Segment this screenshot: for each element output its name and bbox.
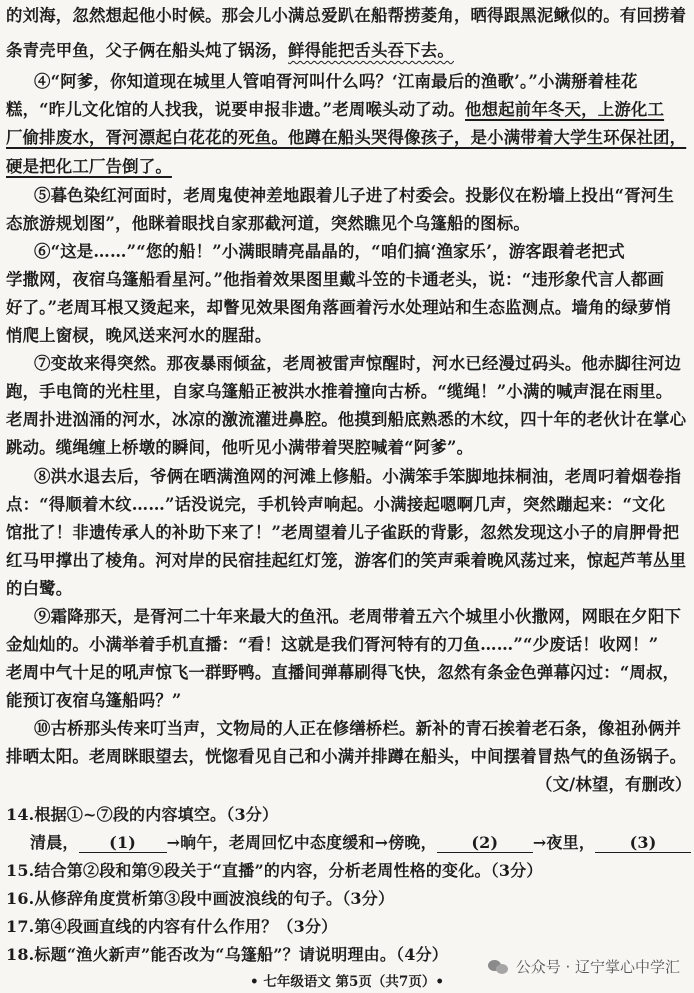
question-17: 17.第④段画直线的内容有什么作用？（3分） [6, 917, 338, 936]
text-line: 老周中气十足的吼声惊飞一群野鸭。直播间弹幕刷得飞快，忽然有条金色弹幕闪过：“周叔， [6, 663, 680, 682]
text-line: 好了。”老周耳根又烫起来，却瞥见效果图角落画着污水处理站和生态监测点。墙角的绿萝悄 [6, 298, 672, 317]
text-line: 糕，“昨儿文化馆的人找我，说要申报非遗。”老周喉头动了动。他想起前年冬天，上游化工 [6, 100, 665, 119]
text-line: ⑩古桥那头传来叮当声，文物局的人正在修缮桥栏。新补的青石挨着老石条，像祖孙俩并 [34, 719, 682, 738]
question-16: 16.从修辞角度赏析第③段中画波浪线的句子。（3分） [6, 889, 395, 908]
text-line: ⑨霜降那天，是胥河二十年来最大的鱼汛。老周带着五六个城里小伙撒网，网眼在夕阳下 [34, 607, 682, 626]
straight-underlined-text: 硬是把化工厂告倒了。 [6, 157, 172, 176]
wechat-icon [488, 959, 510, 975]
text-line: 学撒网，夜宿乌篷船看星河。”他指着效果图里戴斗笠的卡通老头，说：“违形象代言人都画 [6, 270, 665, 289]
text-line [6, 157, 694, 177]
question-15: 15.结合第②段和第⑨段关于“直播”的内容，分析老周性格的变化。（3分） [6, 861, 543, 880]
text-line: 馆批了！非遗传承人的补助下来了！”老周望着儿子雀跃的背影，忽然发现这小子的肩胛骨把 [6, 523, 680, 542]
answer-blank-1[interactable]: (1) [79, 833, 167, 853]
answer-blank-3[interactable]: (3) [595, 833, 691, 853]
text-line [6, 128, 694, 148]
text-line: ⑧洪水退去后，爷俩在晒满渔网的河滩上修船。小满笨手笨脚地抹桐油，老周叼着烟卷指 [34, 467, 682, 486]
text-line: 跳动。缆绳缠上桥墩的瞬间，他听见小满带着哭腔喊着“阿爹”。 [6, 438, 474, 457]
text-line: 红马甲撑出了棱角。河对岸的民宿挂起红灯笼，游客们的笑声乘着晚风荡过来，惊起芦苇丛里 [6, 551, 687, 570]
wavy-underlined-sentence: 鲜得能把舌头吞下去。 [288, 41, 454, 60]
text-line: 态旅游规划图”，他眯着眼找自家那截河道，突然瞧见个乌篷船的图标。 [6, 214, 530, 233]
answer-blank-2[interactable]: (2) [437, 833, 533, 853]
question-18: 18.标题“渔火新声”能否改为“乌篷船”？请说明理由。（4分） [6, 945, 448, 964]
text-line: 点：“得顺着木纹……”话没说完，手机铃声响起。小满接起嗯啊几声，突然蹦起来：“文化 [6, 495, 666, 514]
straight-underlined-text: 厂偷排废水，胥河漂起白花花的死鱼。他蹲在船头哭得像孩子，是小满带着大学生环保社团， [6, 128, 687, 147]
text-line: 排晒太阳。老周眯眼望去，恍惚看见自己和小满并排蹲在船头，中间摆着冒热气的鱼汤锅子。 [6, 747, 687, 766]
text-line: ⑤暮色染红河面时，老周鬼使神差地跟着儿子进了村委会。投影仪在粉墙上投出“胥河生 [34, 186, 675, 205]
text-line: 金灿灿的。小满举着手机直播：“看！这就是我们胥河特有的刀鱼……”“少废话！收网！” [6, 635, 659, 654]
article-attribution: （文/林望，有删改） [536, 775, 692, 794]
text-line: ④“阿爹，你知道现在城里人管咱胥河叫什么吗？‘江南最后的渔歌’。”小满掰着桂花 [34, 72, 638, 91]
text-line: 跑，手电筒的光柱里，自家乌篷船正被洪水推着撞向古桥。“缆绳！”小满的喊声混在雨里。 [6, 382, 673, 401]
text-line: ⑦变故来得突然。那夜暴雨倾盆，老周被雷声惊醒时，河水已经漫过码头。他赤脚往河边 [34, 354, 682, 373]
page-footer: • 七年级语文 第5页（共7页）• [250, 974, 444, 990]
text-line: 条青壳甲鱼，父子俩在船头炖了锅汤，鲜得能把舌头吞下去。 [6, 41, 454, 60]
text-line: 的刘海，忽然想起他小时候。那会儿小满总爱趴在船帮捞菱角，晒得跟黑泥鳅似的。有回捞着 [6, 6, 687, 25]
question-14-fill: 清晨， (1) →晌午，老周回忆中态度缓和→傍晚， (2) →夜里， (3) [30, 833, 694, 853]
watermark [488, 956, 680, 977]
text-line: 老周扑进汹涌的河水，冰凉的激流灌进鼻腔。他摸到船底熟悉的木纹，四十年的老伙计在掌心 [6, 410, 687, 429]
watermark-text: 公众号 · 辽宁掌心中学汇 [515, 958, 680, 976]
straight-underlined-text: 他想起前年冬天，上游化工 [465, 100, 665, 119]
text-line: 悄爬上窗棂，晚风送来河水的腥甜。 [6, 326, 272, 345]
text-line: 的白鹭。 [6, 579, 73, 598]
text-line: ⑥“这是……”“您的船！”小满眼睛亮晶晶的，“咱们搞‘渔家乐’，游客跟着老把式 [34, 242, 625, 261]
text-line: 能预订夜宿乌篷船吗？” [6, 691, 182, 710]
question-14: 14.根据①~⑦段的内容填空。（3分） [6, 805, 279, 824]
